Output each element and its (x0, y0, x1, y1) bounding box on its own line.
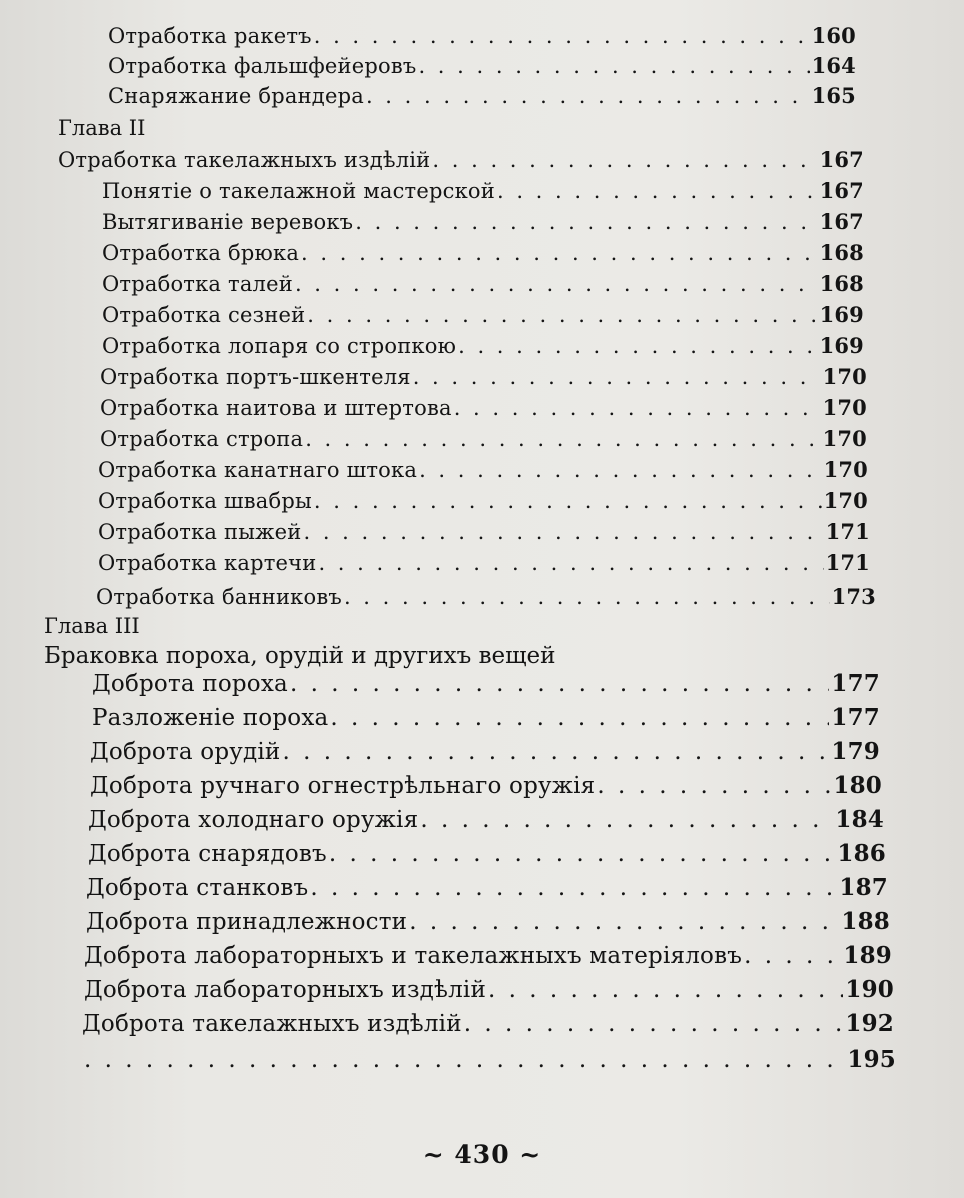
leader-dots (329, 840, 836, 868)
toc-entry (82, 1040, 896, 1074)
toc-entry (102, 171, 864, 205)
toc-entry (86, 868, 888, 902)
toc-entry-title: Понятіе о такелажной мастерской (102, 179, 495, 203)
toc-entry (98, 543, 870, 577)
toc-entry (102, 295, 864, 329)
toc-entry-page: 168 (819, 271, 864, 296)
toc-entry-page: 190 (845, 976, 894, 1003)
leader-dots (355, 208, 817, 236)
toc-entry-title: Отработка брюка (102, 241, 300, 265)
toc-entry-title: Отработка ракетъ (108, 24, 312, 48)
leader-dots (497, 177, 818, 205)
toc-entry-page: 170 (822, 364, 867, 389)
toc-entry (92, 664, 880, 698)
toc-entry-page: 195 (847, 1046, 896, 1073)
leader-dots (318, 549, 823, 577)
toc-entry-page: 169 (819, 302, 864, 327)
toc-entry (98, 481, 868, 515)
toc-entry-page: 167 (819, 209, 864, 234)
toc-entry (90, 766, 882, 800)
toc-entry-page: 170 (823, 457, 868, 482)
leader-dots (307, 301, 817, 329)
toc-entry-title: Отработка наитова и штертова (100, 396, 452, 420)
leader-dots (458, 332, 817, 360)
toc-entry-page: 167 (819, 178, 864, 203)
leader-dots (301, 239, 818, 267)
toc-entry-page: 169 (819, 333, 864, 358)
toc-entry-page: 189 (843, 942, 892, 969)
toc-entry-page: 177 (831, 670, 880, 697)
toc-entry-title: Отработка швабры (98, 489, 312, 513)
leader-dots (454, 394, 821, 422)
toc-entry (86, 902, 890, 936)
leader-dots (744, 942, 841, 970)
leader-dots (420, 806, 833, 834)
chapter-title (58, 140, 864, 174)
toc-entry (90, 732, 880, 766)
leader-dots (464, 1010, 844, 1038)
toc-entry-title: Отработка лопаря со стропкою (102, 334, 457, 358)
toc-entry (98, 512, 870, 546)
toc-entry (98, 450, 868, 484)
toc-entry (108, 76, 856, 110)
toc-entry-page: 160 (811, 23, 856, 48)
toc-entry (102, 233, 864, 267)
toc-entry-title: Доброта ручнаго огнестрѣльнаго оружія (90, 773, 596, 799)
toc-entry-title: Отработка пыжей (98, 520, 302, 544)
leader-dots (314, 487, 822, 515)
toc-entry (92, 698, 880, 732)
toc-entry-title: Доброта такелажныхъ издѣлій (82, 1011, 462, 1037)
toc-entry-title: Доброта снарядовъ (88, 841, 327, 867)
chapter-title-text: Браковка пороха, орудій и другихъ вещей (44, 643, 556, 669)
toc-entry-title: Вытягиваніе веревокъ (102, 210, 354, 234)
toc-entry-title: Разложеніе пороха (92, 705, 329, 731)
chapter-heading: Глава II (58, 116, 146, 140)
leader-dots (409, 908, 839, 936)
toc-entry-page: 186 (837, 840, 886, 867)
chapter-page: 167 (819, 147, 864, 172)
toc-entry (82, 1004, 894, 1038)
toc-entry-page: 173 (831, 584, 876, 609)
toc-entry-page: 177 (831, 704, 880, 731)
leader-dots (366, 82, 810, 110)
toc-entry-title: Доброта принадлежности (86, 909, 408, 935)
leader-dots (310, 874, 837, 902)
toc-entry (102, 202, 864, 236)
toc-entry (100, 388, 867, 422)
toc-entry-title: Отработка портъ-шкентеля (100, 365, 411, 389)
leader-dots (432, 146, 817, 174)
toc-entry (88, 834, 886, 868)
toc-entry-title: Отработка талей (102, 272, 293, 296)
toc-entry-title: Снаряжание брандера (108, 84, 364, 108)
leader-dots (488, 976, 843, 1004)
toc-entry-title: Отработка сезней (102, 303, 306, 327)
chapter-title-text: Отработка такелажныхъ издѣлій (58, 148, 431, 172)
toc-entry-page: 180 (833, 772, 882, 799)
toc-entry-title: Отработка канатнаго штока (98, 458, 418, 482)
toc-entry-title: Отработка банниковъ (96, 585, 342, 609)
leader-dots (344, 583, 830, 611)
toc-entry-page: 171 (825, 519, 870, 544)
toc-entry-page: 164 (811, 53, 856, 78)
chapter-heading: Глава III (44, 614, 140, 638)
toc-entry-page: 187 (839, 874, 888, 901)
leader-dots (413, 363, 821, 391)
toc-entry-page: 171 (825, 550, 870, 575)
leader-dots (305, 425, 820, 453)
toc-entry-page: 170 (823, 488, 868, 513)
leader-dots (295, 270, 818, 298)
toc-entry-title: Доброта пороха (92, 671, 288, 697)
toc-entry (84, 970, 894, 1004)
toc-entry-page: 168 (819, 240, 864, 265)
toc-entry (102, 326, 864, 360)
toc-entry-title: Отработка картечи (98, 551, 317, 575)
toc-entry (96, 577, 876, 611)
toc-entry-page: 170 (822, 426, 867, 451)
toc-entry-page: 170 (822, 395, 867, 420)
toc-entry-title: Доброта орудій (90, 739, 281, 765)
toc-entry-page: 165 (811, 83, 856, 108)
leader-dots (330, 704, 829, 732)
leader-dots (84, 1046, 845, 1074)
toc-entry-title: Доброта холоднаго оружія (88, 807, 419, 833)
leader-dots (303, 518, 823, 546)
toc-entry-page: 179 (831, 738, 880, 765)
toc-entry-title: Доброта станковъ (86, 875, 309, 901)
toc-entry (102, 264, 864, 298)
toc-entry (88, 800, 884, 834)
toc-entry (84, 936, 892, 970)
page-number: ~ 430 ~ (422, 1140, 542, 1169)
toc-entry (100, 419, 867, 453)
leader-dots (282, 738, 829, 766)
toc-entry-page: 188 (841, 908, 890, 935)
toc-entry-title: Отработка фальшфейеровъ (108, 54, 417, 78)
leader-dots (290, 670, 829, 698)
toc-entry-page: 192 (845, 1010, 894, 1037)
toc-entry (108, 46, 856, 80)
toc-entry (108, 16, 856, 50)
leader-dots (597, 772, 831, 800)
toc-entry-page: 184 (835, 806, 884, 833)
toc-entry (100, 357, 867, 391)
toc-entry-title: Доброта лабораторныхъ и такелажныхъ матеріяловъ (84, 943, 743, 969)
toc-entry-title: Доброта лабораторныхъ издѣлій (84, 977, 487, 1003)
toc-entry-title: Отработка стропа (100, 427, 304, 451)
leader-dots (419, 456, 821, 484)
